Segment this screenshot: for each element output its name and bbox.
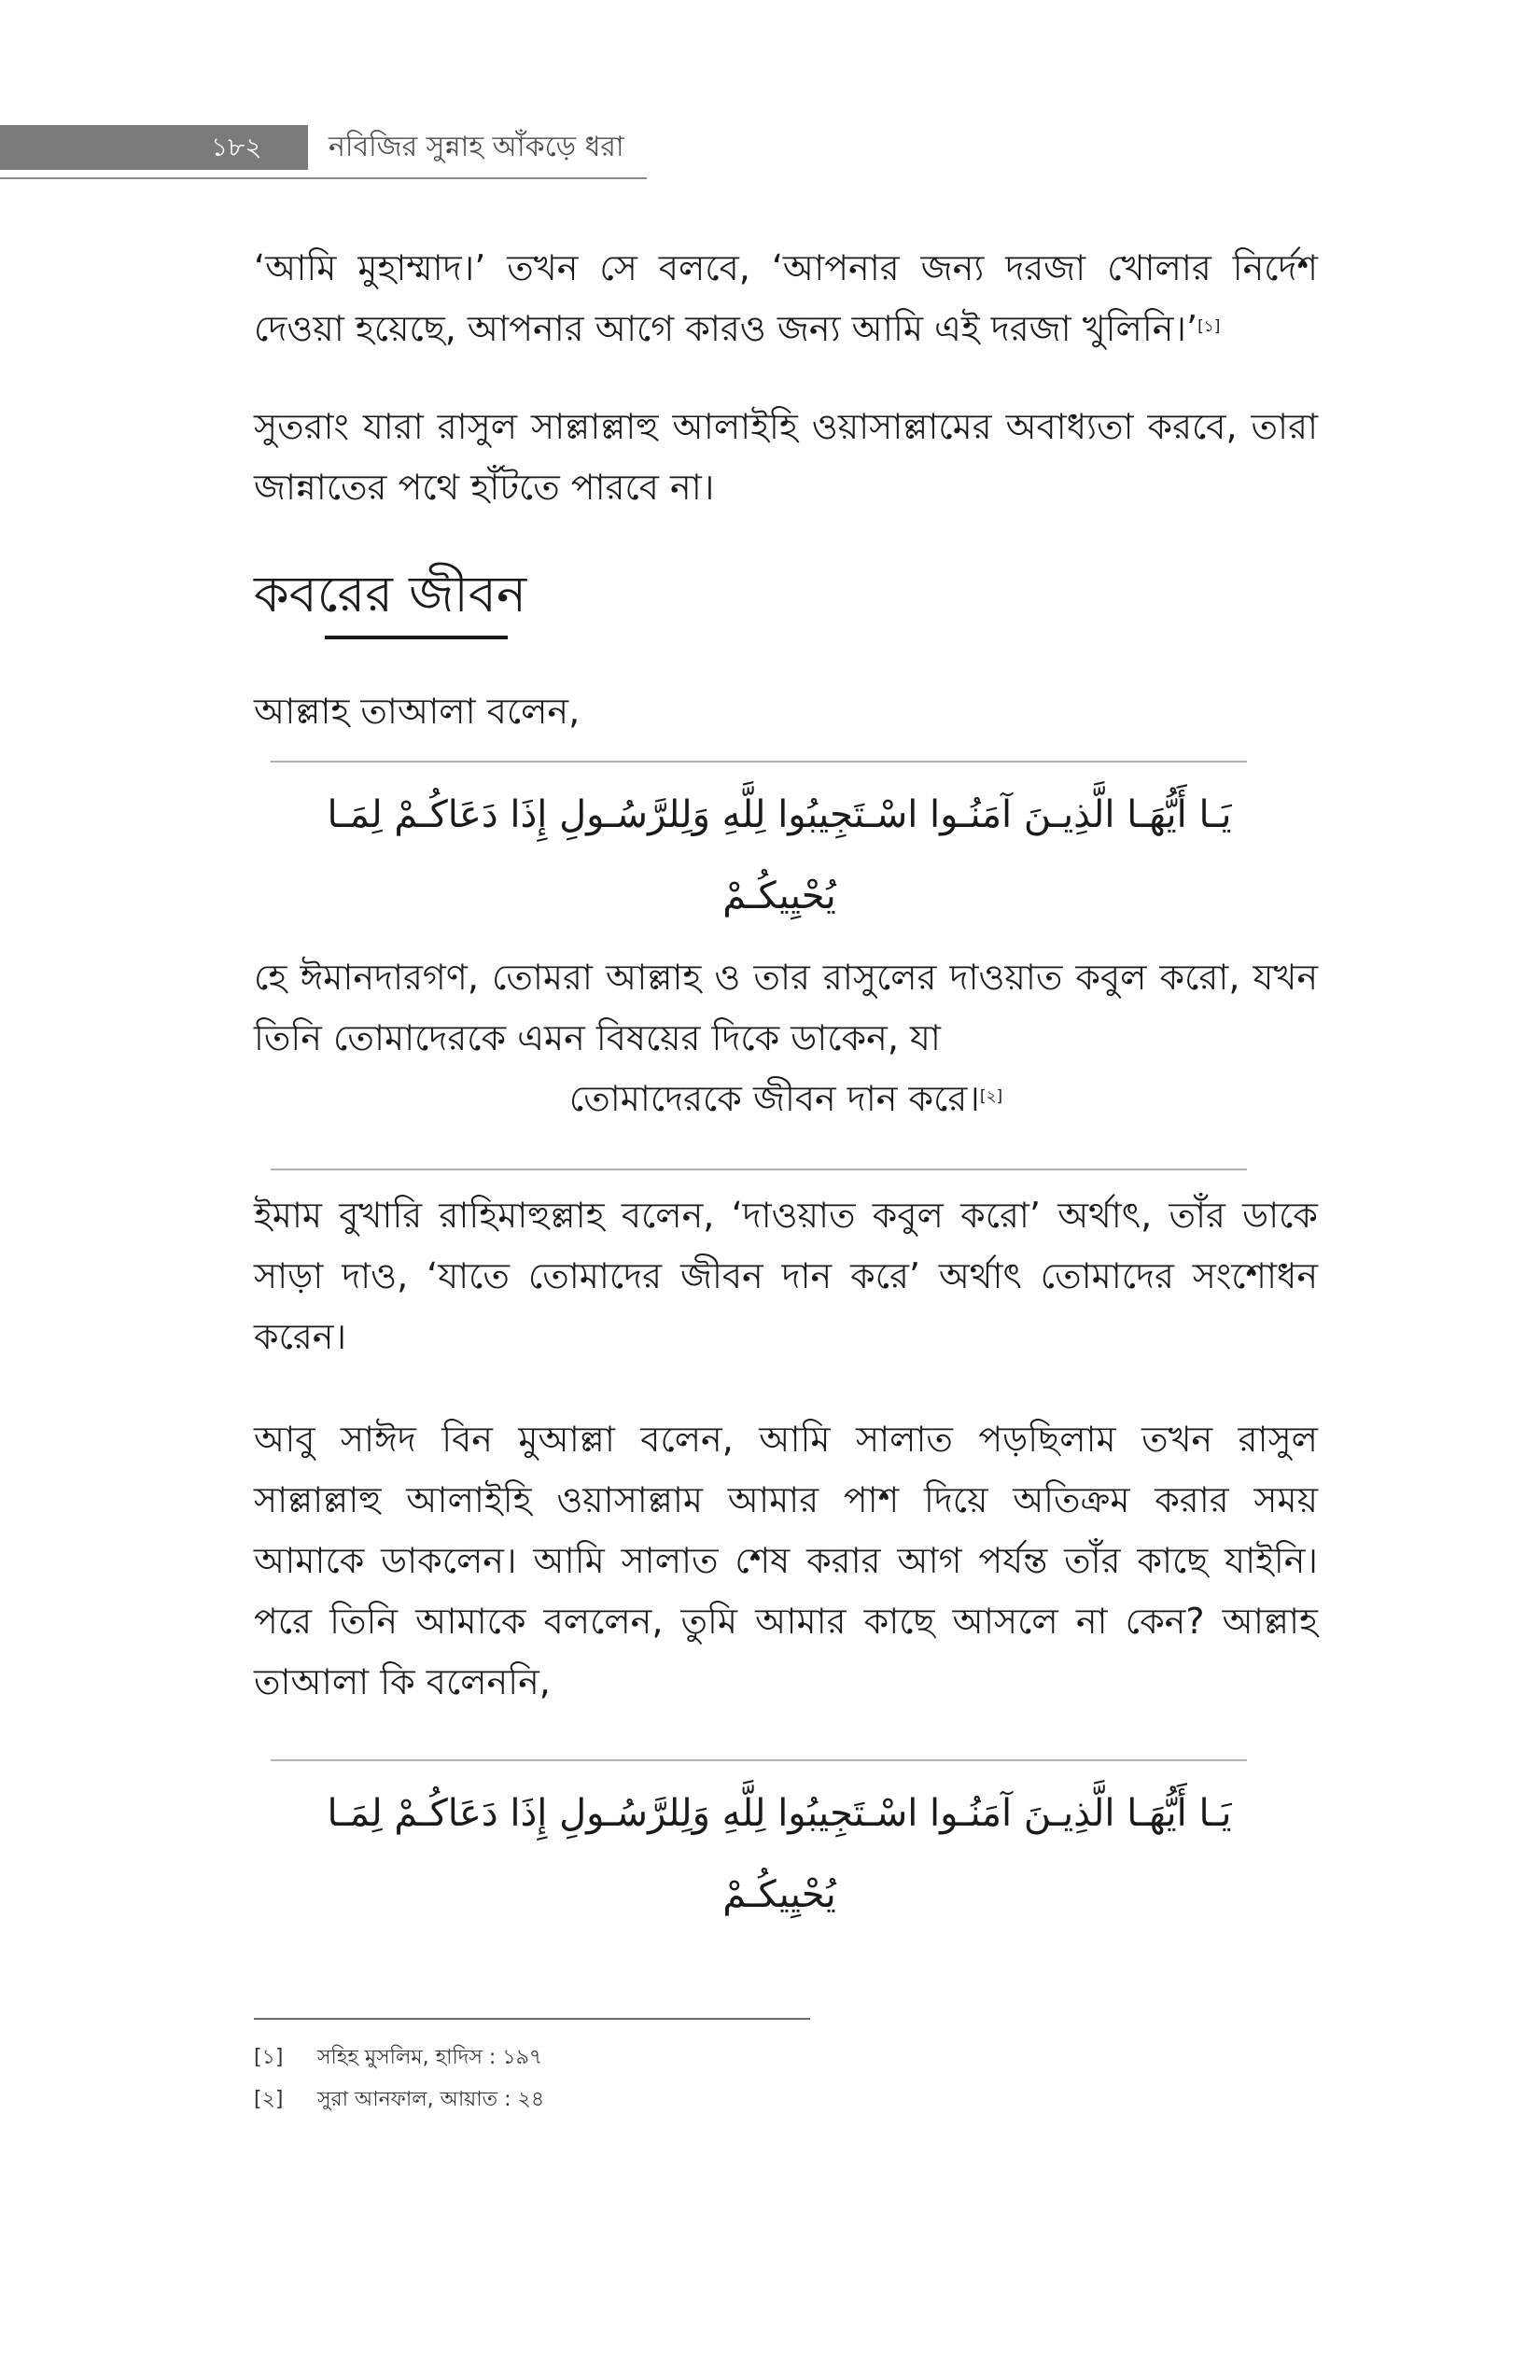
verse-2-top-rule bbox=[271, 1759, 1247, 1761]
paragraph-2: সুতরাং যারা রাসুল সাল্লাল্লাহু আলাইহি ওয়াসাল্লামের অবাধ্যতা করবে, তারা জান্নাতের পথে হাঁটতে পারবে না। bbox=[254, 406, 1318, 508]
arabic-verse-2-line-2: يُحْيِيكُـمْ bbox=[722, 1873, 836, 1916]
verse-translation-end bbox=[254, 1069, 1318, 1129]
paragraph-5: আবু সাঈদ বিন মুআল্লা বলেন, আমি সালাত পড়ছিলাম তখন রাসুল সাল্লাল্লাহু আলাইহি ওয়াসাল্লাম আমার পাশ দিয়ে অতিক্রম করার সময় আমাকে ডাকলেন। আমি সালাত শেষ করার আগ পর্যন্ত তাঁর কাছে যাইনি। পরে তিনি আমাকে বললেন, তুমি আমার কাছে আসলে না কেন? আল্লাহ তাআলা কি বলেননি, bbox=[254, 1419, 1318, 1702]
footnote-1-mark: [১] bbox=[254, 2046, 284, 2069]
paragraph-4: ইমাম বুখারি রাহিমাহুল্লাহ বলেন, ‘দাওয়াত কবুল করো’ অর্থাৎ, তাঁর ডাকে সাড়া দাও, ‘যাতে তোমাদের জীবন দান করে’ অর্থাৎ তোমাদের সংশোধন করেন। bbox=[254, 1195, 1318, 1357]
arabic-verse-2-line-1: يَـا أَيُّهَـا الَّذِيـنَ آمَنُـوا اسْـتَجِيبُوا لِلَّهِ وَلِلرَّسُـولِ إِذَا دَعَاكُـمْ لِمَـا bbox=[327, 1792, 1232, 1835]
paragraph-1-text: ‘আমি মুহাম্মাদ।’ তখন সে বলবে, ‘আপনার জন্য দরজা খোলার নির্দেশ দেওয়া হয়েছে, আপনার আগে কারও জন্য আমি এই দরজা খুলিনি।’ bbox=[254, 247, 1318, 349]
page-number: ১৮২ bbox=[211, 132, 262, 162]
running-header-title: নবিজির সুন্নাহ আঁকড়ে ধরা bbox=[329, 131, 624, 163]
verse-translation: হে ঈমানদারগণ, তোমরা আল্লাহ ও তার রাসুলের দাওয়াত কবুল করো, যখন তিনি তোমাদেরকে এমন বিষয়ের দিকে ডাকেন, যা bbox=[254, 957, 1318, 1058]
footnote-1-text: সহিহ মুসলিম, হাদিস : ১৯৭ bbox=[317, 2046, 543, 2069]
footnote-2 bbox=[254, 2084, 544, 2116]
footnote-2-mark: [২] bbox=[254, 2088, 284, 2111]
header-rule bbox=[0, 177, 647, 179]
footnote-divider bbox=[254, 2018, 810, 2020]
paragraph-3: আল্লাহ তাআলা বলেন, bbox=[254, 691, 581, 732]
section-heading: কবরের জীবন bbox=[254, 565, 527, 623]
heading-underline bbox=[325, 636, 508, 639]
arabic-verse-1-line-2: يُحْيِيكُـمْ bbox=[722, 875, 836, 917]
footnote-1 bbox=[254, 2042, 542, 2074]
paragraph-1 bbox=[254, 238, 1318, 359]
footnote-ref-2[interactable]: [২] bbox=[979, 1087, 1003, 1106]
footnote-2-text: সুরা আনফাল, আয়াত : ২৪ bbox=[317, 2088, 545, 2111]
verse-block-top-rule bbox=[271, 761, 1247, 763]
footnote-ref-1[interactable]: [১] bbox=[1197, 317, 1221, 336]
verse-translation-end-text: তোমাদেরকে জীবন দান করে। bbox=[568, 1078, 980, 1119]
arabic-verse-1-line-1: يَـا أَيُّهَـا الَّذِيـنَ آمَنُـوا اسْـتَجِيبُوا لِلَّهِ وَلِلرَّسُـولِ إِذَا دَعَاكُـمْ لِمَـا bbox=[327, 793, 1232, 836]
verse-block-bottom-rule bbox=[271, 1169, 1247, 1170]
